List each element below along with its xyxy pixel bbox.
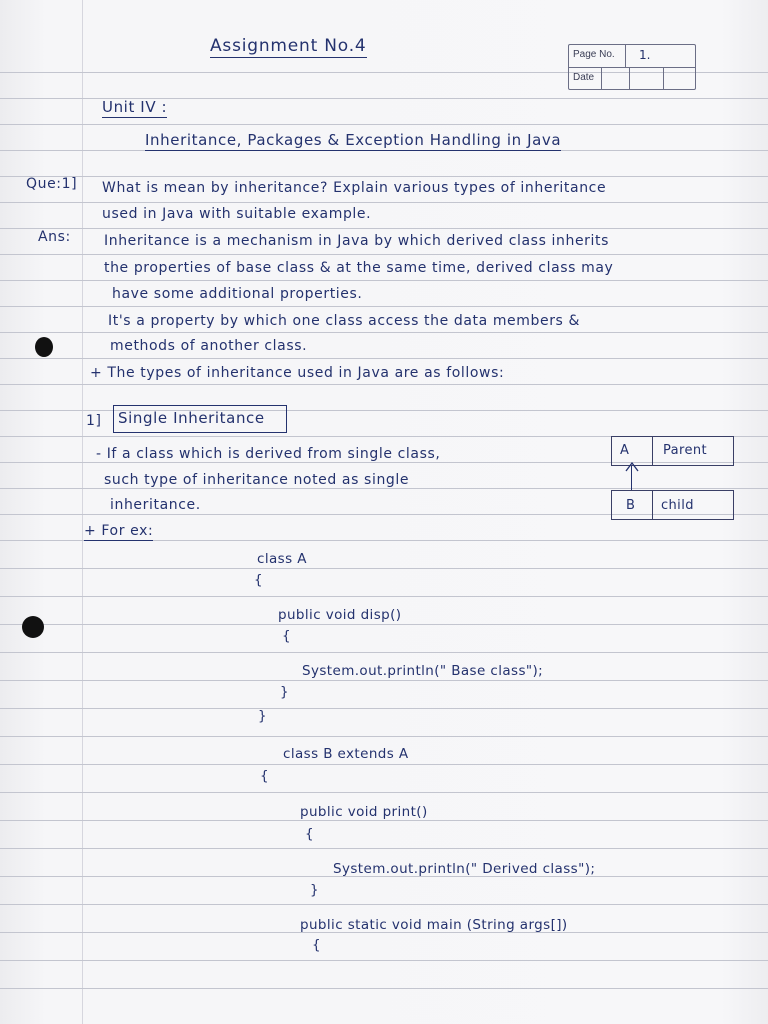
- code-line: public static void main (String args[]): [300, 917, 568, 933]
- code-line: }: [258, 708, 267, 724]
- single-inheritance-heading-box: [113, 405, 287, 433]
- unit-title: Inheritance, Packages & Exception Handling in Java: [145, 131, 562, 149]
- ruled-line: [0, 820, 768, 821]
- code-line: System.out.println(" Base class");: [302, 663, 544, 679]
- code-line: {: [305, 826, 314, 842]
- code-line: {: [260, 768, 269, 784]
- ruled-line: [0, 624, 768, 625]
- definition-line: inheritance.: [110, 497, 201, 513]
- ruled-line: [0, 124, 768, 125]
- margin-line: [82, 0, 83, 1024]
- example-label: + For ex:: [84, 523, 154, 539]
- code-line: {: [282, 628, 291, 644]
- ruled-line: [0, 384, 768, 385]
- ruled-line: [0, 280, 768, 281]
- parent-class-name: A: [620, 443, 630, 458]
- ruled-line: [0, 680, 768, 681]
- ruled-line: [0, 228, 768, 229]
- parent-label: Parent: [663, 443, 708, 458]
- ruled-line: [0, 764, 768, 765]
- code-line: class A: [257, 551, 307, 567]
- definition-line: such type of inheritance noted as single: [104, 472, 410, 488]
- single-inheritance-heading: Single Inheritance: [118, 409, 265, 427]
- ruled-line: [0, 960, 768, 961]
- answer-line: + The types of inheritance used in Java are as follows:: [90, 365, 505, 381]
- ruled-line: [0, 988, 768, 989]
- code-line: {: [254, 572, 263, 588]
- answer-marker: Ans:: [38, 229, 71, 245]
- date-label: Date: [573, 72, 595, 83]
- answer-line: have some additional properties.: [112, 286, 363, 302]
- arrow-head-icon: [625, 462, 639, 472]
- page-number-box: [568, 44, 696, 90]
- code-line: public void print(): [300, 804, 428, 820]
- ruled-line: [0, 568, 768, 569]
- answer-line: Inheritance is a mechanism in Java by which derived class inherits: [104, 233, 609, 249]
- ruled-line: [0, 488, 768, 489]
- question-line: used in Java with suitable example.: [102, 206, 372, 222]
- answer-line: methods of another class.: [110, 338, 308, 354]
- page-no-label: Page No.: [573, 49, 615, 60]
- ruled-line: [0, 848, 768, 849]
- child-class-box: [611, 490, 653, 520]
- ruled-line: [0, 904, 768, 905]
- assignment-title: Assignment No.4: [210, 36, 367, 56]
- code-line: class B extends A: [283, 746, 409, 762]
- ruled-line: [0, 332, 768, 333]
- parent-label-cell: [651, 436, 734, 466]
- question-line: What is mean by inheritance? Explain various types of inheritance: [102, 180, 607, 196]
- date-row: [569, 67, 695, 90]
- section-number: 1]: [86, 413, 102, 429]
- ruled-line: [0, 358, 768, 359]
- child-class-name: B: [626, 498, 636, 513]
- ruled-line: [0, 652, 768, 653]
- ruled-line: [0, 254, 768, 255]
- page-no-value: 1.: [639, 48, 651, 62]
- ruled-line: [0, 306, 768, 307]
- code-line: }: [280, 684, 289, 700]
- ruled-line: [0, 708, 768, 709]
- unit-label: Unit IV :: [102, 98, 168, 116]
- child-label: child: [661, 498, 694, 513]
- page-no-row: [569, 45, 695, 67]
- code-line: System.out.println(" Derived class");: [333, 861, 596, 877]
- answer-line: the properties of base class & at the same time, derived class may: [104, 260, 614, 276]
- ruled-line: [0, 176, 768, 177]
- code-line: {: [312, 937, 321, 953]
- code-line: public void disp(): [278, 607, 402, 623]
- ruled-line: [0, 736, 768, 737]
- ruled-line: [0, 202, 768, 203]
- ruled-line: [0, 596, 768, 597]
- answer-line: It's a property by which one class access the data members &: [108, 313, 581, 329]
- question-marker: Que:1]: [26, 176, 78, 192]
- definition-line: - If a class which is derived from single class,: [96, 446, 441, 462]
- punch-hole: [22, 616, 44, 638]
- ruled-line: [0, 792, 768, 793]
- code-line: }: [310, 882, 319, 898]
- punch-hole: [35, 337, 53, 357]
- child-label-cell: [651, 490, 734, 520]
